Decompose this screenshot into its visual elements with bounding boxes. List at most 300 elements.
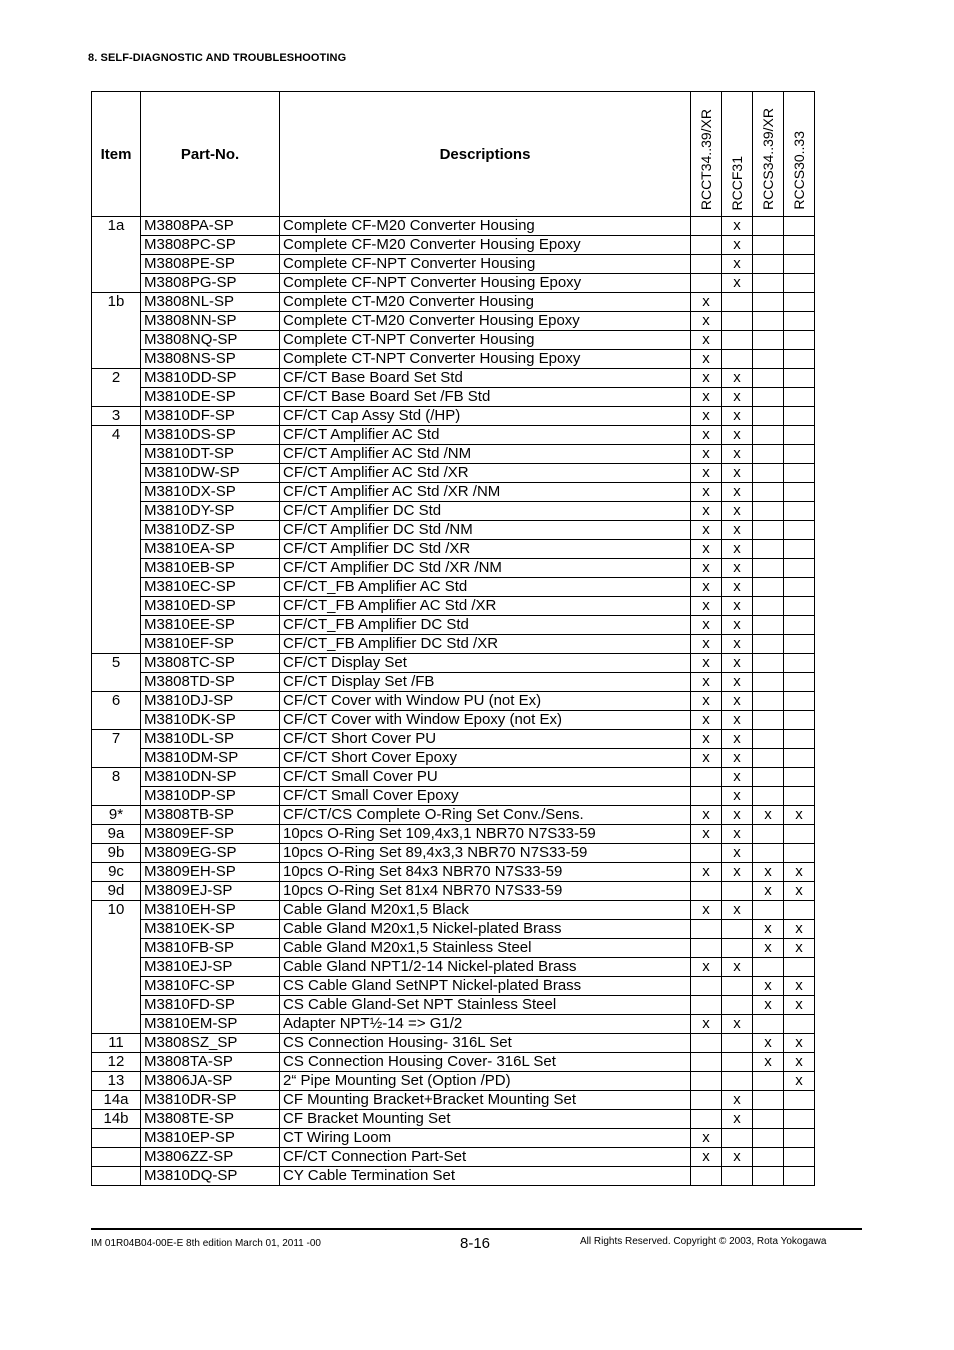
model-mark-cell: x [691,483,722,502]
table-row [92,901,815,920]
model-mark-cell [784,502,815,521]
column-header-descriptions: Descriptions [280,92,691,217]
model-mark-cell [784,445,815,464]
model-mark-cell: x [691,654,722,673]
description-cell: Complete CT-NPT Converter Housing Epoxy [280,350,691,369]
column-header-item: Item [92,92,141,217]
description-cell: CF/CT Connection Part-Set [280,1148,691,1167]
model-mark-cell [784,312,815,331]
model-mark-cell: x [691,825,722,844]
model-mark-cell [722,1072,753,1091]
model-mark-cell [722,939,753,958]
model-mark-cell [753,673,784,692]
model-mark-cell [784,958,815,977]
description-cell: CF Bracket Mounting Set [280,1110,691,1129]
model-mark-cell: x [691,1148,722,1167]
item-cell: 13 [92,1072,141,1091]
column-header-rccs34-39: RCCS34..39/XR [753,92,784,217]
model-mark-cell: x [722,521,753,540]
item-cell: 7 [92,730,141,749]
table-row [92,977,815,996]
column-header-rccs30-33: RCCS30..33 [784,92,815,217]
model-mark-cell [753,958,784,977]
part-no-cell: M3808PE-SP [141,255,280,274]
table-row [92,1167,815,1186]
description-cell: CF/CT_FB Amplifier DC Std /XR [280,635,691,654]
part-no-cell: M3808NN-SP [141,312,280,331]
model-mark-cell [784,1167,815,1186]
part-no-cell: M3810EC-SP [141,578,280,597]
item-cell: 6 [92,692,141,711]
item-cell [92,388,141,407]
part-no-cell: M3808NS-SP [141,350,280,369]
model-mark-cell [691,787,722,806]
model-mark-cell [753,654,784,673]
model-mark-cell [784,1015,815,1034]
model-mark-cell: x [691,464,722,483]
model-mark-cell: x [722,787,753,806]
part-no-cell: M3810DS-SP [141,426,280,445]
item-cell [92,255,141,274]
part-no-cell: M3810DD-SP [141,369,280,388]
item-cell [92,502,141,521]
description-cell: CF/CT Amplifier DC Std /NM [280,521,691,540]
table-row [92,730,815,749]
model-mark-cell [753,1148,784,1167]
model-mark-cell [784,217,815,236]
item-cell: 3 [92,407,141,426]
item-cell [92,749,141,768]
model-mark-cell [691,882,722,901]
part-no-cell: M3810EJ-SP [141,958,280,977]
model-mark-cell [753,255,784,274]
model-mark-cell [784,350,815,369]
item-cell [92,236,141,255]
table-row [92,939,815,958]
model-mark-cell [753,787,784,806]
item-cell [92,483,141,502]
model-mark-cell [753,236,784,255]
part-no-cell: M3810DY-SP [141,502,280,521]
model-mark-cell [691,1167,722,1186]
description-cell: Cable Gland M20x1,5 Black [280,901,691,920]
model-mark-cell [784,407,815,426]
model-mark-cell: x [691,293,722,312]
model-mark-cell: x [722,369,753,388]
model-mark-cell: x [691,426,722,445]
table-row [92,255,815,274]
model-mark-cell: x [691,407,722,426]
description-cell: Complete CF-NPT Converter Housing Epoxy [280,274,691,293]
table-header-row [92,92,815,217]
model-mark-cell: x [722,483,753,502]
model-mark-cell [722,331,753,350]
model-mark-cell [784,521,815,540]
part-no-cell: M3808TA-SP [141,1053,280,1072]
model-mark-cell [691,274,722,293]
model-mark-cell [784,388,815,407]
description-cell: CF/CT Short Cover Epoxy [280,749,691,768]
model-mark-cell: x [691,958,722,977]
model-mark-cell [722,293,753,312]
model-mark-cell [753,768,784,787]
table-row [92,236,815,255]
model-mark-cell [753,274,784,293]
model-mark-cell [753,692,784,711]
model-mark-cell [691,1091,722,1110]
part-no-cell: M3810EP-SP [141,1129,280,1148]
model-mark-cell [753,1110,784,1129]
table-row [92,920,815,939]
model-mark-cell [784,654,815,673]
model-mark-cell [722,920,753,939]
spare-parts-table [91,91,815,1186]
model-mark-cell [691,217,722,236]
model-mark-cell [784,426,815,445]
model-mark-cell [753,730,784,749]
model-mark-cell: x [784,863,815,882]
model-mark-cell: x [722,616,753,635]
model-mark-cell [784,901,815,920]
model-mark-cell: x [784,996,815,1015]
model-mark-cell [784,483,815,502]
model-mark-cell [753,597,784,616]
item-cell [92,1167,141,1186]
model-mark-cell [784,844,815,863]
model-mark-cell [784,825,815,844]
item-cell: 9b [92,844,141,863]
item-cell: 9d [92,882,141,901]
description-cell: CF/CT Short Cover PU [280,730,691,749]
model-mark-cell: x [722,1091,753,1110]
model-mark-cell: x [722,274,753,293]
item-cell: 2 [92,369,141,388]
part-no-cell: M3810DZ-SP [141,521,280,540]
part-no-cell: M3810DT-SP [141,445,280,464]
part-no-cell: M3806JA-SP [141,1072,280,1091]
description-cell: CF/CT Display Set [280,654,691,673]
table-row [92,825,815,844]
model-mark-cell: x [753,920,784,939]
part-no-cell: M3808SZ_SP [141,1034,280,1053]
model-mark-cell: x [691,711,722,730]
model-mark-cell [784,464,815,483]
item-cell [92,350,141,369]
column-header-part-no: Part-No. [141,92,280,217]
model-mark-cell: x [691,635,722,654]
model-mark-cell [784,597,815,616]
part-no-cell: M3810DX-SP [141,483,280,502]
model-mark-cell: x [691,521,722,540]
model-mark-cell [784,635,815,654]
description-cell: Cable Gland M20x1,5 Stainless Steel [280,939,691,958]
description-cell: 10pcs O-Ring Set 84x3 NBR70 N7S33-59 [280,863,691,882]
table-row [92,1072,815,1091]
model-mark-cell: x [691,369,722,388]
model-mark-cell [722,1034,753,1053]
model-mark-cell [753,521,784,540]
table-row [92,540,815,559]
model-mark-cell: x [722,502,753,521]
description-cell: Complete CT-M20 Converter Housing [280,293,691,312]
model-mark-cell [784,331,815,350]
model-mark-cell [784,1110,815,1129]
part-no-cell: M3808PC-SP [141,236,280,255]
model-mark-cell [753,578,784,597]
description-cell: CF/CT Amplifier DC Std [280,502,691,521]
description-cell: CF/CT Small Cover PU [280,768,691,787]
description-cell: CF/CT Amplifier DC Std /XR [280,540,691,559]
item-cell: 14a [92,1091,141,1110]
description-cell: CT Wiring Loom [280,1129,691,1148]
table-row [92,274,815,293]
description-cell: 10pcs O-Ring Set 81x4 NBR70 N7S33-59 [280,882,691,901]
table-row [92,445,815,464]
model-mark-cell: x [691,901,722,920]
model-mark-cell: x [784,1072,815,1091]
model-mark-cell: x [722,901,753,920]
description-cell: CF/CT_FB Amplifier AC Std /XR [280,597,691,616]
model-mark-cell: x [722,635,753,654]
item-cell [92,312,141,331]
model-mark-cell [753,540,784,559]
part-no-cell: M3809EJ-SP [141,882,280,901]
model-mark-cell [722,312,753,331]
item-cell [92,559,141,578]
model-mark-cell: x [722,749,753,768]
model-mark-cell [784,768,815,787]
model-mark-cell [691,920,722,939]
item-cell [92,521,141,540]
footer-page-number: 8-16 [460,1235,491,1252]
item-cell: 9c [92,863,141,882]
table-row [92,502,815,521]
item-cell [92,578,141,597]
part-no-cell: M3810FC-SP [141,977,280,996]
item-cell: 4 [92,426,141,445]
model-mark-cell [753,825,784,844]
model-mark-cell [753,331,784,350]
item-cell [92,996,141,1015]
model-mark-cell [691,939,722,958]
table-row [92,1129,815,1148]
model-mark-cell: x [753,806,784,825]
model-mark-cell [722,1129,753,1148]
model-mark-cell [691,977,722,996]
model-mark-cell [691,768,722,787]
table-row [92,654,815,673]
model-mark-cell [753,369,784,388]
item-cell: 9a [92,825,141,844]
table-row [92,369,815,388]
item-cell [92,597,141,616]
description-cell: CF/CT_FB Amplifier DC Std [280,616,691,635]
model-mark-cell: x [722,407,753,426]
part-no-cell: M3808TC-SP [141,654,280,673]
table-row [92,768,815,787]
model-mark-cell: x [722,255,753,274]
description-cell: CS Cable Gland SetNPT Nickel-plated Brass [280,977,691,996]
model-mark-cell [784,1129,815,1148]
item-cell: 1a [92,217,141,236]
table-row [92,1091,815,1110]
model-mark-cell: x [784,920,815,939]
table-row [92,1110,815,1129]
table-row [92,844,815,863]
model-mark-cell: x [691,388,722,407]
item-cell [92,616,141,635]
model-mark-cell [784,787,815,806]
item-cell [92,331,141,350]
model-mark-cell [784,293,815,312]
table-row [92,388,815,407]
table-row [92,806,815,825]
item-cell: 1b [92,293,141,312]
description-cell: CY Cable Termination Set [280,1167,691,1186]
table-row [92,597,815,616]
model-mark-cell [784,236,815,255]
model-mark-cell: x [722,806,753,825]
table-row [92,863,815,882]
model-mark-cell [722,1053,753,1072]
model-mark-cell: x [753,939,784,958]
part-no-cell: M3808PA-SP [141,217,280,236]
model-mark-cell [753,901,784,920]
item-cell [92,540,141,559]
part-no-cell: M3806ZZ-SP [141,1148,280,1167]
description-cell: 10pcs O-Ring Set 109,4x3,1 NBR70 N7S33-59 [280,825,691,844]
table-row [92,787,815,806]
model-mark-cell: x [753,863,784,882]
model-mark-cell: x [691,1015,722,1034]
model-mark-cell [753,350,784,369]
description-cell: CF/CT Base Board Set Std [280,369,691,388]
table-row [92,483,815,502]
part-no-cell: M3810EA-SP [141,540,280,559]
model-mark-cell: x [753,977,784,996]
model-mark-cell: x [691,673,722,692]
table-row [92,673,815,692]
model-mark-cell: x [722,673,753,692]
part-no-cell: M3808NL-SP [141,293,280,312]
part-no-cell: M3810EF-SP [141,635,280,654]
model-mark-cell: x [784,882,815,901]
item-cell [92,464,141,483]
table-row [92,882,815,901]
part-no-cell: M3808NQ-SP [141,331,280,350]
model-mark-cell [753,1091,784,1110]
model-mark-cell: x [753,996,784,1015]
description-cell: 2“ Pipe Mounting Set (Option /PD) [280,1072,691,1091]
table-row [92,958,815,977]
part-no-cell: M3810DQ-SP [141,1167,280,1186]
footer-copyright: All Rights Reserved. Copyright © 2003, Rota Yokogawa [580,1236,827,1247]
table-row [92,331,815,350]
part-no-cell: M3808PG-SP [141,274,280,293]
model-mark-cell: x [722,217,753,236]
model-mark-cell [691,996,722,1015]
description-cell: Complete CF-M20 Converter Housing Epoxy [280,236,691,255]
model-mark-cell [691,1034,722,1053]
model-mark-cell: x [691,806,722,825]
model-mark-cell: x [722,597,753,616]
description-cell: CS Cable Gland-Set NPT Stainless Steel [280,996,691,1015]
model-mark-cell: x [753,1053,784,1072]
item-cell [92,1129,141,1148]
model-mark-cell [784,255,815,274]
part-no-cell: M3808TB-SP [141,806,280,825]
part-no-cell: M3810DE-SP [141,388,280,407]
item-cell [92,939,141,958]
model-mark-cell: x [722,654,753,673]
column-header-rccf31: RCCF31 [722,92,753,217]
model-mark-cell: x [784,977,815,996]
model-mark-cell [722,350,753,369]
model-mark-cell: x [753,1034,784,1053]
table-row [92,350,815,369]
item-cell: 11 [92,1034,141,1053]
part-no-cell: M3810EK-SP [141,920,280,939]
model-mark-cell [784,692,815,711]
section-title: 8. SELF-DIAGNOSTIC AND TROUBLESHOOTING [88,52,347,64]
description-cell: CF/CT/CS Complete O-Ring Set Conv./Sens. [280,806,691,825]
item-cell [92,673,141,692]
model-mark-cell [784,749,815,768]
part-no-cell: M3810EB-SP [141,559,280,578]
model-mark-cell [691,844,722,863]
model-mark-cell [722,996,753,1015]
model-mark-cell [784,369,815,388]
description-cell: Cable Gland NPT1/2-14 Nickel-plated Brass [280,958,691,977]
item-cell [92,787,141,806]
item-cell [92,1015,141,1034]
description-cell: CF/CT Cover with Window Epoxy (not Ex) [280,711,691,730]
model-mark-cell [753,312,784,331]
model-mark-cell: x [691,730,722,749]
model-mark-cell: x [722,711,753,730]
item-cell: 10 [92,901,141,920]
model-mark-cell [691,1072,722,1091]
model-mark-cell: x [691,540,722,559]
model-mark-cell: x [691,559,722,578]
description-cell: CS Connection Housing Cover- 316L Set [280,1053,691,1072]
model-mark-cell: x [691,502,722,521]
model-mark-cell [691,1053,722,1072]
description-cell: CF/CT Amplifier DC Std /XR /NM [280,559,691,578]
model-mark-cell [691,255,722,274]
item-cell [92,274,141,293]
item-cell [92,1148,141,1167]
model-mark-cell: x [691,350,722,369]
model-mark-cell [753,635,784,654]
model-mark-cell [784,559,815,578]
item-cell: 9* [92,806,141,825]
model-mark-cell: x [691,445,722,464]
model-mark-cell: x [722,863,753,882]
model-mark-cell [753,749,784,768]
model-mark-cell: x [722,1110,753,1129]
model-mark-cell [784,711,815,730]
model-mark-cell: x [722,236,753,255]
model-mark-cell [722,977,753,996]
model-mark-cell: x [722,578,753,597]
model-mark-cell: x [722,825,753,844]
description-cell: CF/CT Amplifier AC Std /XR [280,464,691,483]
model-mark-cell: x [722,464,753,483]
part-no-cell: M3809EG-SP [141,844,280,863]
table-row [92,312,815,331]
model-mark-cell [753,483,784,502]
